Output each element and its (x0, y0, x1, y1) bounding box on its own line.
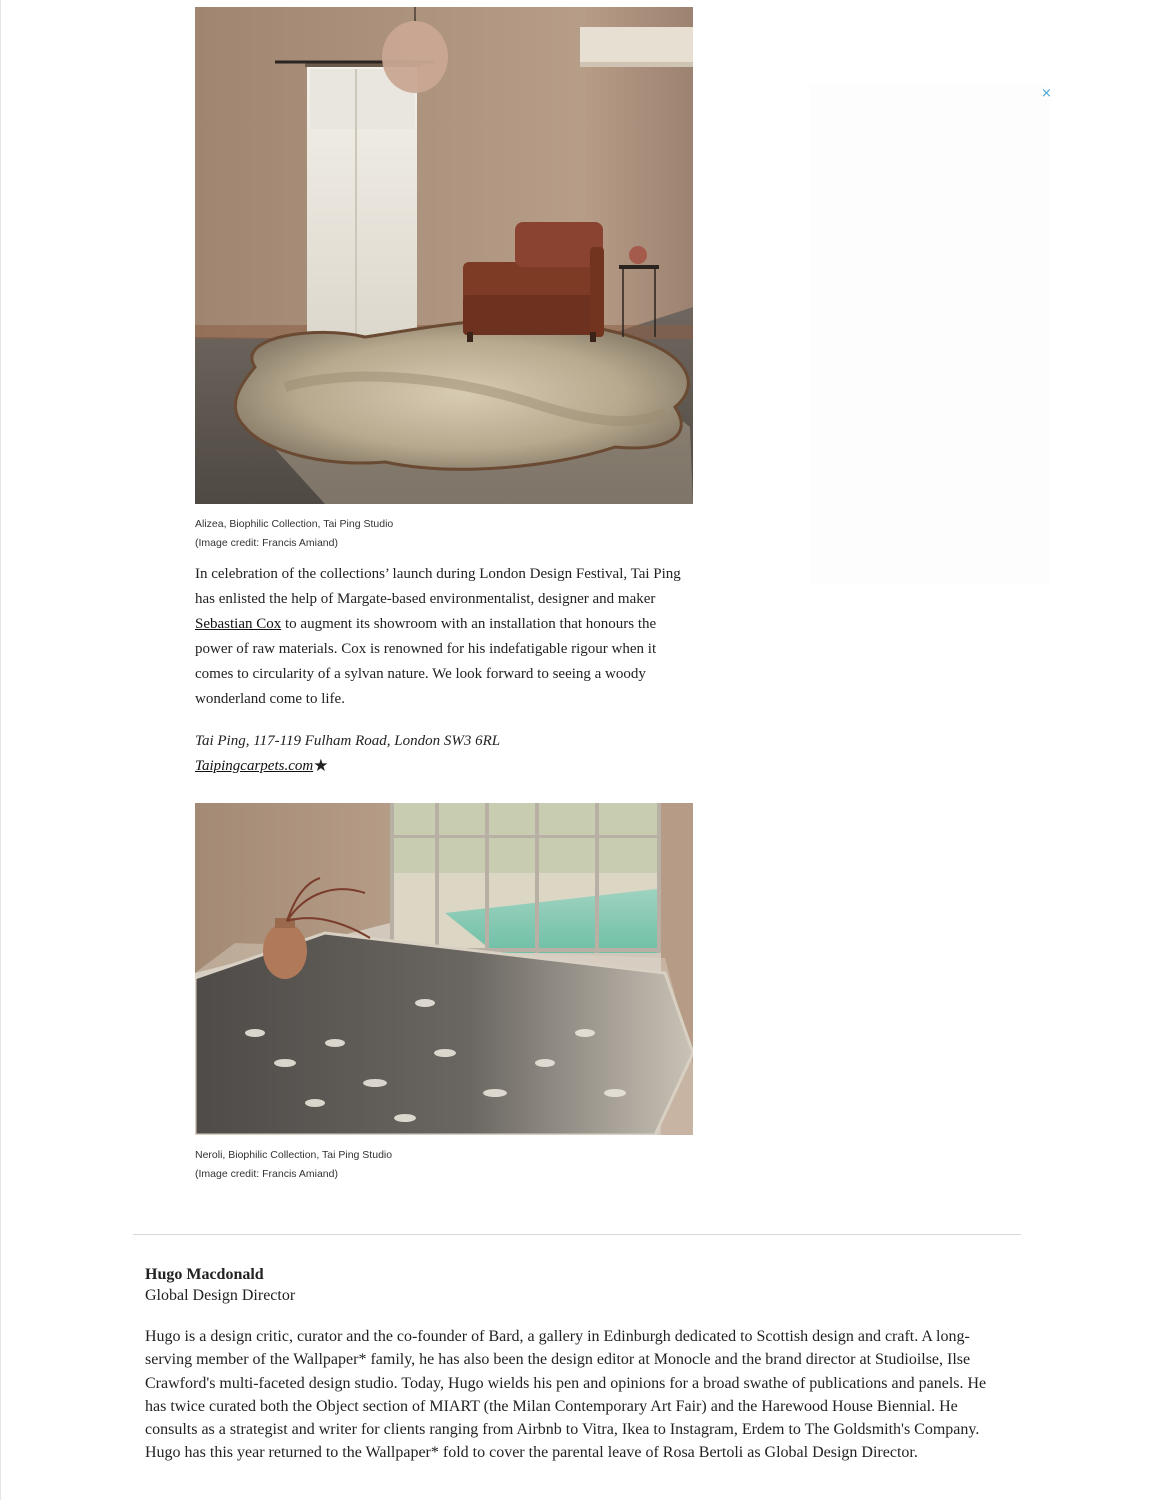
star-icon: ★ (313, 756, 329, 776)
website-link[interactable]: Taipingcarpets.com (195, 758, 314, 774)
article-paragraph (195, 562, 695, 712)
figure-caption (195, 1146, 392, 1184)
caption-credit: (Image credit: Francis Amiand) (195, 1168, 338, 1180)
alizea-rug-photo (195, 7, 693, 504)
caption-title: Alizea, Biophilic Collection, Tai Ping Studio (195, 518, 394, 530)
author-name: Hugo Macdonald (145, 1266, 264, 1283)
author-role: Global Design Director (145, 1287, 296, 1304)
page-edge (0, 0, 1, 1500)
paragraph-text-end: to augment its showroom with an installation that honours the power of raw materials. Cox is renowned for his indefatigable rigour when it comes to circularity of a sylvan nature. We look forward to seeing a woody wonderland come to life. (195, 616, 657, 707)
figure-caption (195, 515, 393, 553)
paragraph-text-start: In celebration of the collections’ launch during London Design Festival, Tai Ping has enlisted the help of Margate-based environmentalist, designer and maker (195, 566, 681, 607)
caption-credit: (Image credit: Francis Amiand) (195, 537, 338, 549)
ad-slot (810, 85, 1050, 585)
section-divider (133, 1234, 1021, 1235)
caption-title: Neroli, Biophilic Collection, Tai Ping Studio (195, 1149, 393, 1161)
author-bio: Hugo is a design critic, curator and the co-founder of Bard, a gallery in Edinburgh dedicated to Scottish design and craft. A long-serving member of the Wallpaper* family, he has also been the design editor at Monocle and the brand director at Studioilse, Ilse Crawford's multi-faceted design studio. Today, Hugo wields his pen and opinions for a broad swathe of publications and panels. He has twice curated both the Object section of MIART (the Milan Contemporary Art Fair) and the Harewood House Biennial. He consults as a strategist and writer for clients ranging from Airbnb to Vitra, Ikea to Instagram, Erdem to The Goldsmith's Company. Hugo has this year returned to the Wallpaper* fold to cover the parental leave of Rosa Bertoli as Global Design Director. (145, 1328, 987, 1462)
showroom-address: Tai Ping, 117-119 Fulham Road, London SW3 6RL (195, 733, 501, 749)
showroom-info (195, 729, 500, 779)
sebastian-cox-link[interactable]: Sebastian Cox (195, 616, 282, 632)
neroli-rug-photo (195, 803, 693, 1135)
ad-close-icon[interactable]: × (1041, 86, 1052, 101)
